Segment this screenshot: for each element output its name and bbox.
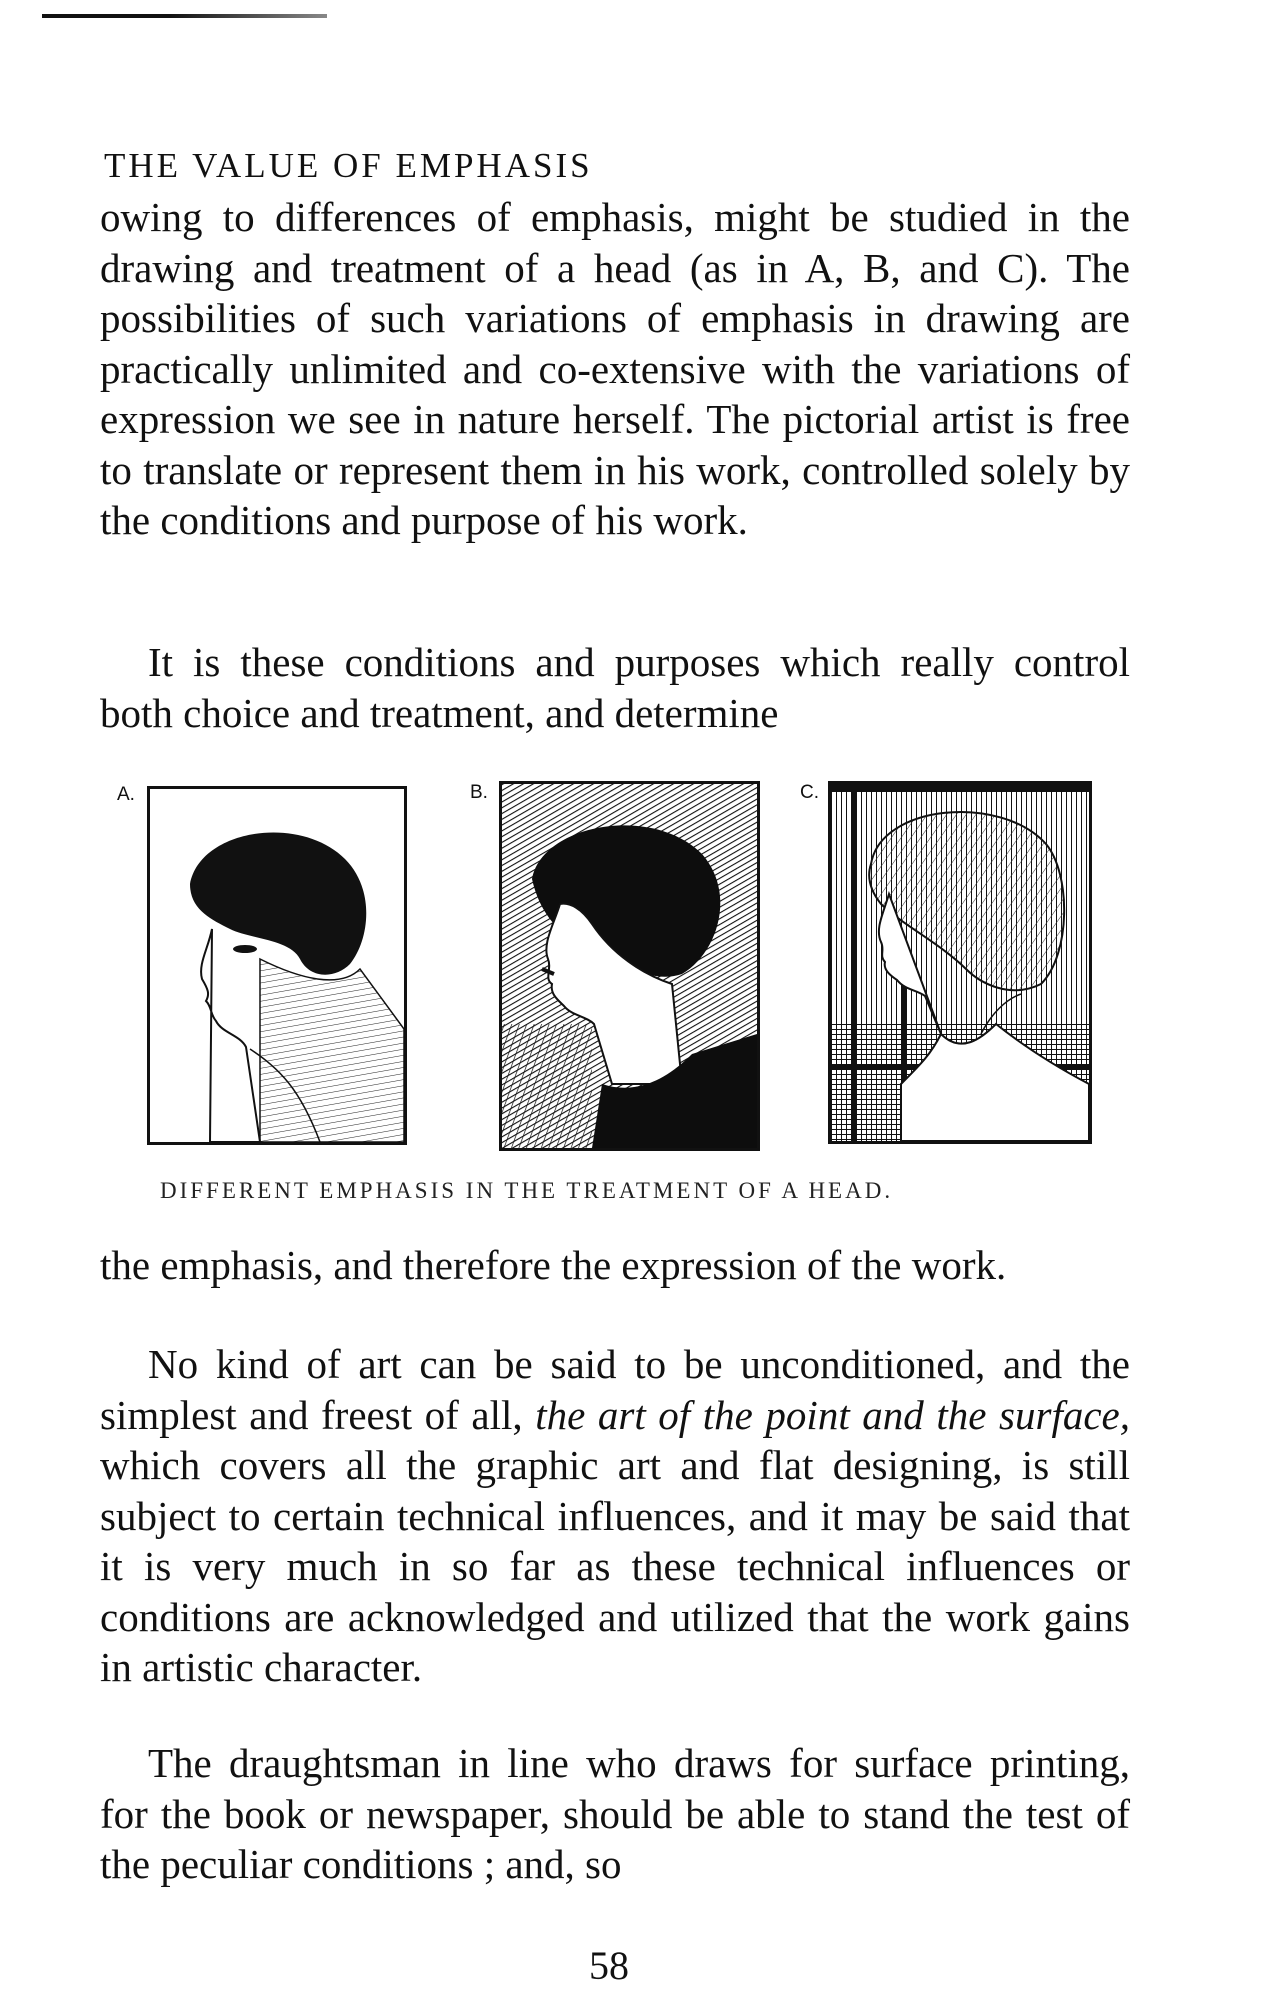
paragraph-2: It is these conditions and purposes which really control both choice and treatment, and determine <box>100 639 1130 736</box>
figure-caption: DIFFERENT EMPHASIS IN THE TREATMENT OF A HEAD. <box>160 1178 894 1203</box>
paragraph-5: The draughtsman in line who draws for surface printing, for the book or newspaper, should be able to stand the test of the peculiar conditions ; and, so <box>100 1740 1130 1887</box>
paragraph-4-italic: the art of the point and the surface, <box>535 1391 1130 1438</box>
running-head: THE VALUE OF EMPHASIS <box>104 146 593 185</box>
illustration-b <box>499 781 760 1151</box>
paragraph-3: the emphasis, and therefore the expression of the work. <box>100 1242 1007 1288</box>
paragraph-4-text-b: which covers all the graphic art and flat designing, is still subject to certain technical influences, and it may be said that it is very much in so far as these technical influences or conditions are acknowledged and utilized that the work gains in artistic character. <box>100 1442 1130 1690</box>
illustration-c <box>828 781 1092 1144</box>
head-profile-dark-drawing <box>502 784 757 1148</box>
top-rule <box>42 14 327 18</box>
figure-label-a: A. <box>117 784 135 805</box>
illustration-a <box>147 786 407 1145</box>
head-profile-light-drawing <box>150 789 404 1142</box>
figure-label-c: C. <box>800 782 819 803</box>
page-number: 58 <box>589 1943 629 1988</box>
figure-label-b: B. <box>470 782 488 803</box>
paragraph-1: owing to differences of emphasis, might be studied in the drawing and treatment of a head (as in A, B, and C). The possibilities of such variations of emphasis in drawing are practically unlimited and co-extensive with the variations of expression we see in nature herself. The pictorial artist is free to translate or represent them in his work, controlled solely by the conditions and purpose of his work. <box>100 194 1130 543</box>
head-profile-window-drawing <box>831 784 1089 1141</box>
paragraph-4 <box>100 1339 1130 1693</box>
paragraph-4-text-a: No kind of art can be said to be unconditioned, and the simplest and freest of all, <box>100 1341 1130 1438</box>
